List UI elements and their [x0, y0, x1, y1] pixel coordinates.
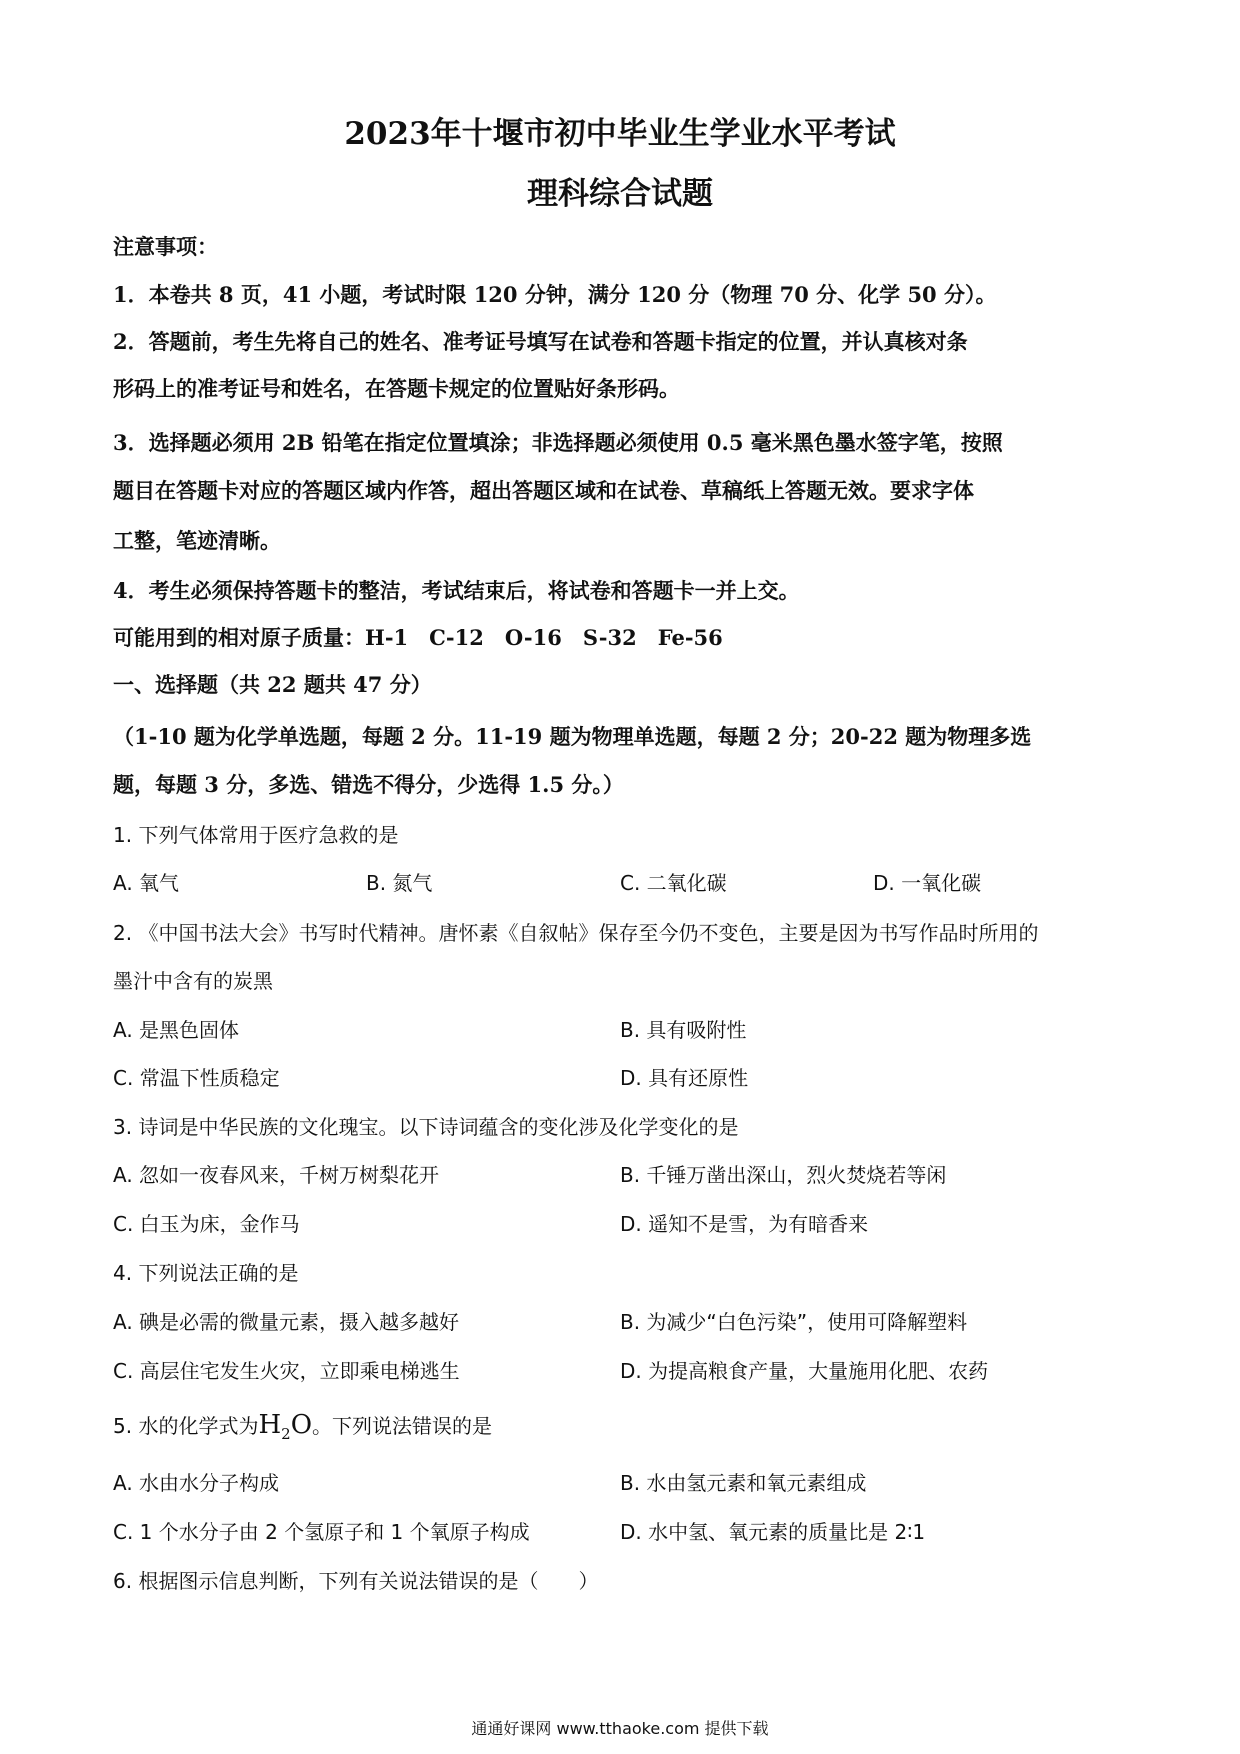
question-4-option-d: D. 为提高粮食产量，大量施用化肥、农药 [620, 1359, 989, 1383]
question-2-stem-line2: 墨汁中含有的炭黑 [113, 969, 273, 993]
question-1-stem: 1. 下列气体常用于医疗急救的是 [113, 823, 399, 847]
question-2-stem-line1: 2. 《中国书法大会》书写时代精神。唐怀素《自叙帖》保存至今仍不变色，主要是因为书写作品时所用的 [113, 921, 1039, 945]
question-5-option-d: D. 水中氢、氧元素的质量比是 2∶1 [620, 1520, 926, 1544]
page-footer: 通通好课网 www.tthaoke.com 提供下载 [471, 1719, 769, 1738]
notice-item-3-line3: 工整，笔迹清晰。 [113, 528, 281, 553]
question-5-stem-post: 。下列说法错误的是 [312, 1414, 493, 1438]
notice-heading: 注意事项： [113, 234, 218, 259]
question-5-option-a: A. 水由水分子构成 [113, 1471, 280, 1495]
question-2-option-d: D. 具有还原性 [620, 1066, 749, 1090]
question-5-stem [113, 1410, 1133, 1449]
question-2-option-b: B. 具有吸附性 [620, 1018, 747, 1042]
question-6-stem: 6. 根据图示信息判断，下列有关说法错误的是（ ） [113, 1569, 599, 1593]
question-5-option-c: C. 1 个水分子由 2 个氢原子和 1 个氧原子构成 [113, 1520, 530, 1544]
question-3-option-b: B. 千锤万凿出深山，烈火焚烧若等闲 [620, 1163, 947, 1187]
water-formula [258, 1410, 313, 1444]
question-4-option-b: B. 为减少“白色污染”，使用可降解塑料 [620, 1310, 968, 1334]
section-heading: 一、选择题（共 22 题共 47 分） [113, 672, 432, 697]
section-desc-line2: 题，每题 3 分，多选、错选不得分，少选得 1.5 分。） [113, 772, 624, 797]
question-1-option-b: B. 氮气 [366, 871, 433, 895]
notice-item-3-line2: 题目在答题卡对应的答题区域内作答，超出答题区域和在试卷、草稿纸上答题无效。要求字体 [113, 478, 974, 503]
formula-o: O [290, 1410, 313, 1440]
question-5-stem-pre: 5. 水的化学式为 [113, 1414, 259, 1438]
notice-item-2-line1: 2．答题前，考生先将自己的姓名、准考证号填写在试卷和答题卡指定的位置，并认真核对条 [113, 329, 968, 354]
question-3-option-d: D. 遥知不是雪，为有暗香来 [620, 1212, 869, 1236]
exam-subtitle: 理科综合试题 [527, 176, 713, 212]
formula-subscript: 2 [281, 1425, 291, 1444]
atomic-mass-line: 可能用到的相对原子质量：H-1 C-12 O-16 S-32 Fe-56 [113, 625, 723, 650]
question-5-option-b: B. 水由氢元素和氧元素组成 [620, 1471, 867, 1495]
notice-item-1: 1．本卷共 8 页，41 小题，考试时限 120 分钟，满分 120 分（物理 70 分、化学 50 分）。 [113, 282, 997, 307]
question-4-option-c: C. 高层住宅发生火灾，立即乘电梯逃生 [113, 1359, 460, 1383]
question-3-option-a: A. 忽如一夜春风来，千树万树梨花开 [113, 1163, 440, 1187]
question-1-option-d: D. 一氧化碳 [873, 871, 982, 895]
notice-item-4: 4．考生必须保持答题卡的整洁，考试结束后，将试卷和答题卡一并上交。 [113, 578, 800, 603]
exam-title: 2023年十堰市初中毕业生学业水平考试 [344, 116, 896, 152]
notice-item-2-line2: 形码上的准考证号和姓名，在答题卡规定的位置贴好条形码。 [113, 376, 680, 401]
question-3-stem: 3. 诗词是中华民族的文化瑰宝。以下诗词蕴含的变化涉及化学变化的是 [113, 1115, 739, 1139]
question-3-option-c: C. 白玉为床，金作马 [113, 1212, 300, 1236]
question-2-option-c: C. 常温下性质稳定 [113, 1066, 280, 1090]
question-1-option-c: C. 二氧化碳 [620, 871, 727, 895]
question-1-option-a: A. 氧气 [113, 871, 180, 895]
section-desc-line1: （1-10 题为化学单选题，每题 2 分。11-19 题为物理单选题，每题 2 分；20-22 题为物理多选 [113, 724, 1032, 749]
question-2-option-a: A. 是黑色固体 [113, 1018, 240, 1042]
question-4-option-a: A. 碘是必需的微量元素，摄入越多越好 [113, 1310, 460, 1334]
question-4-stem: 4. 下列说法正确的是 [113, 1261, 299, 1285]
formula-h: H [258, 1410, 282, 1440]
notice-item-3-line1: 3．选择题必须用 2B 铅笔在指定位置填涂；非选择题必须使用 0.5 毫米黑色墨水签字笔，按照 [113, 430, 1003, 455]
